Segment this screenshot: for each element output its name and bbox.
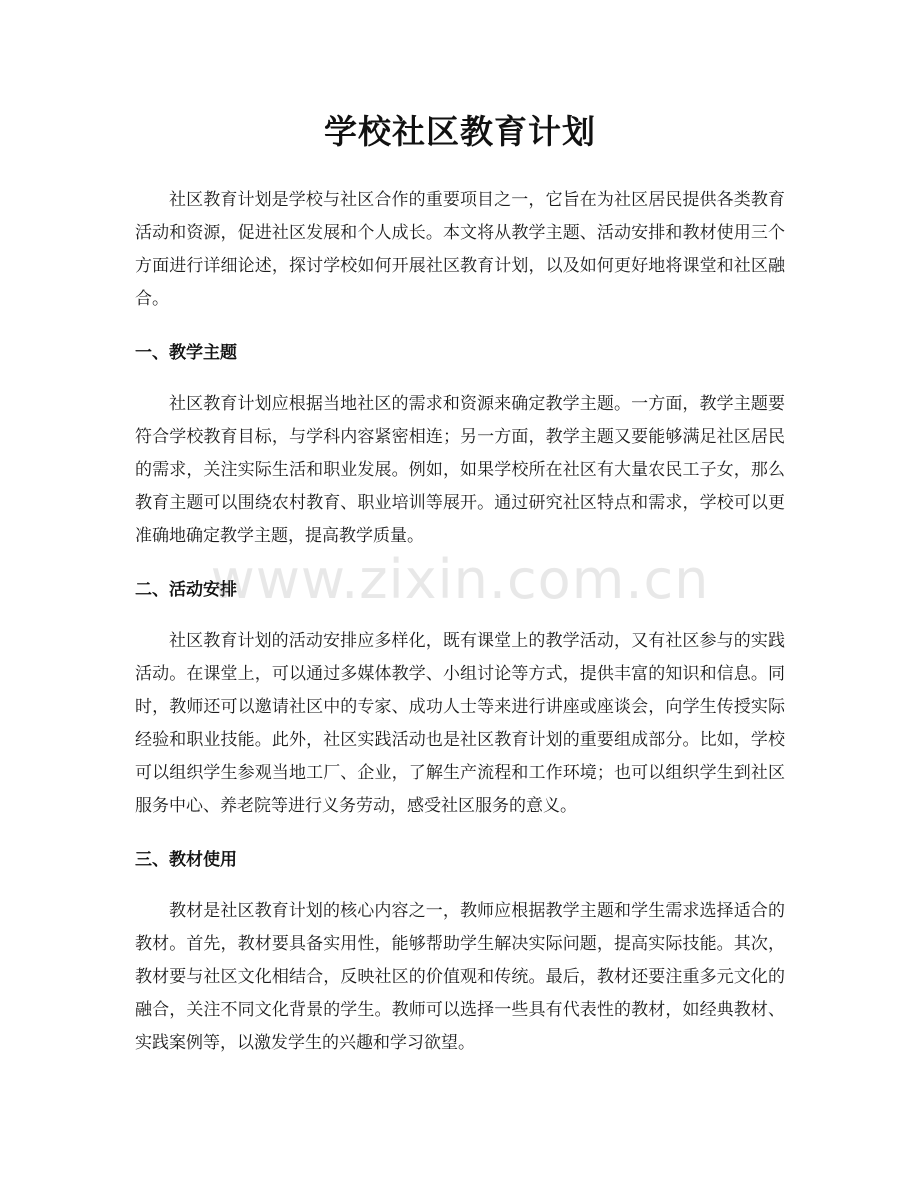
section-heading-activity-arrangement: 二、活动安排 — [135, 580, 237, 600]
section-body-activity-arrangement: 社区教育计划的活动安排应多样化，既有课堂上的教学活动，又有社区参与的实践活动。在课堂上，可以通过多媒体教学、小组讨论等方式，提供丰富的知识和信息。同时，教师还可以邀请社区中的专家、成功人士等来进行讲座或座谈会，向学生传授实际经验和职业技能。此外，社区实践活动也是社区教育计划的重要组成部分。比如，学校可以组织学生参观当地工厂、企业，了解生产流程和工作环境；也可以组织学生到社区服务中心、养老院等进行义务劳动，感受社区服务的意义。 — [135, 631, 785, 816]
watermark-text: www.zixin.com.cn — [210, 548, 710, 611]
section-body-textbook-use: 教材是社区教育计划的核心内容之一，教师应根据教学主题和学生需求选择适合的教材。首先，教材要具备实用性，能够帮助学生解决实际问题，提高实际技能。其次，教材要与社区文化相结合，反映社区的价值观和传统。最后，教材还要注重多元文化的融合，关注不同文化背景的学生。教师可以选择一些具有代表性的教材，如经典教材、实践案例等，以激发学生的兴趣和学习欲望。 — [135, 901, 785, 1053]
section-body-teaching-theme: 社区教育计划应根据当地社区的需求和资源来确定教学主题。一方面，教学主题要符合学校教育目标，与学科内容紧密相连；另一方面，教学主题又要能够满足社区居民的需求，关注实际生活和职业发展。例如，如果学校所在社区有大量农民工子女，那么教育主题可以围绕农村教育、职业培训等展开。通过研究社区特点和需求，学校可以更准确地确定教学主题，提高教学质量。 — [135, 394, 785, 546]
document-title: 学校社区教育计划 — [324, 112, 596, 151]
intro-paragraph: 社区教育计划是学校与社区合作的重要项目之一，它旨在为社区居民提供各类教育活动和资源，促进社区发展和个人成长。本文将从教学主题、活动安排和教材使用三个方面进行详细论述，探讨学校如何开展社区教育计划，以及如何更好地将课堂和社区融合。 — [135, 190, 785, 309]
section-heading-textbook-use: 三、教材使用 — [135, 850, 237, 870]
section-heading-teaching-theme: 一、教学主题 — [135, 343, 237, 363]
